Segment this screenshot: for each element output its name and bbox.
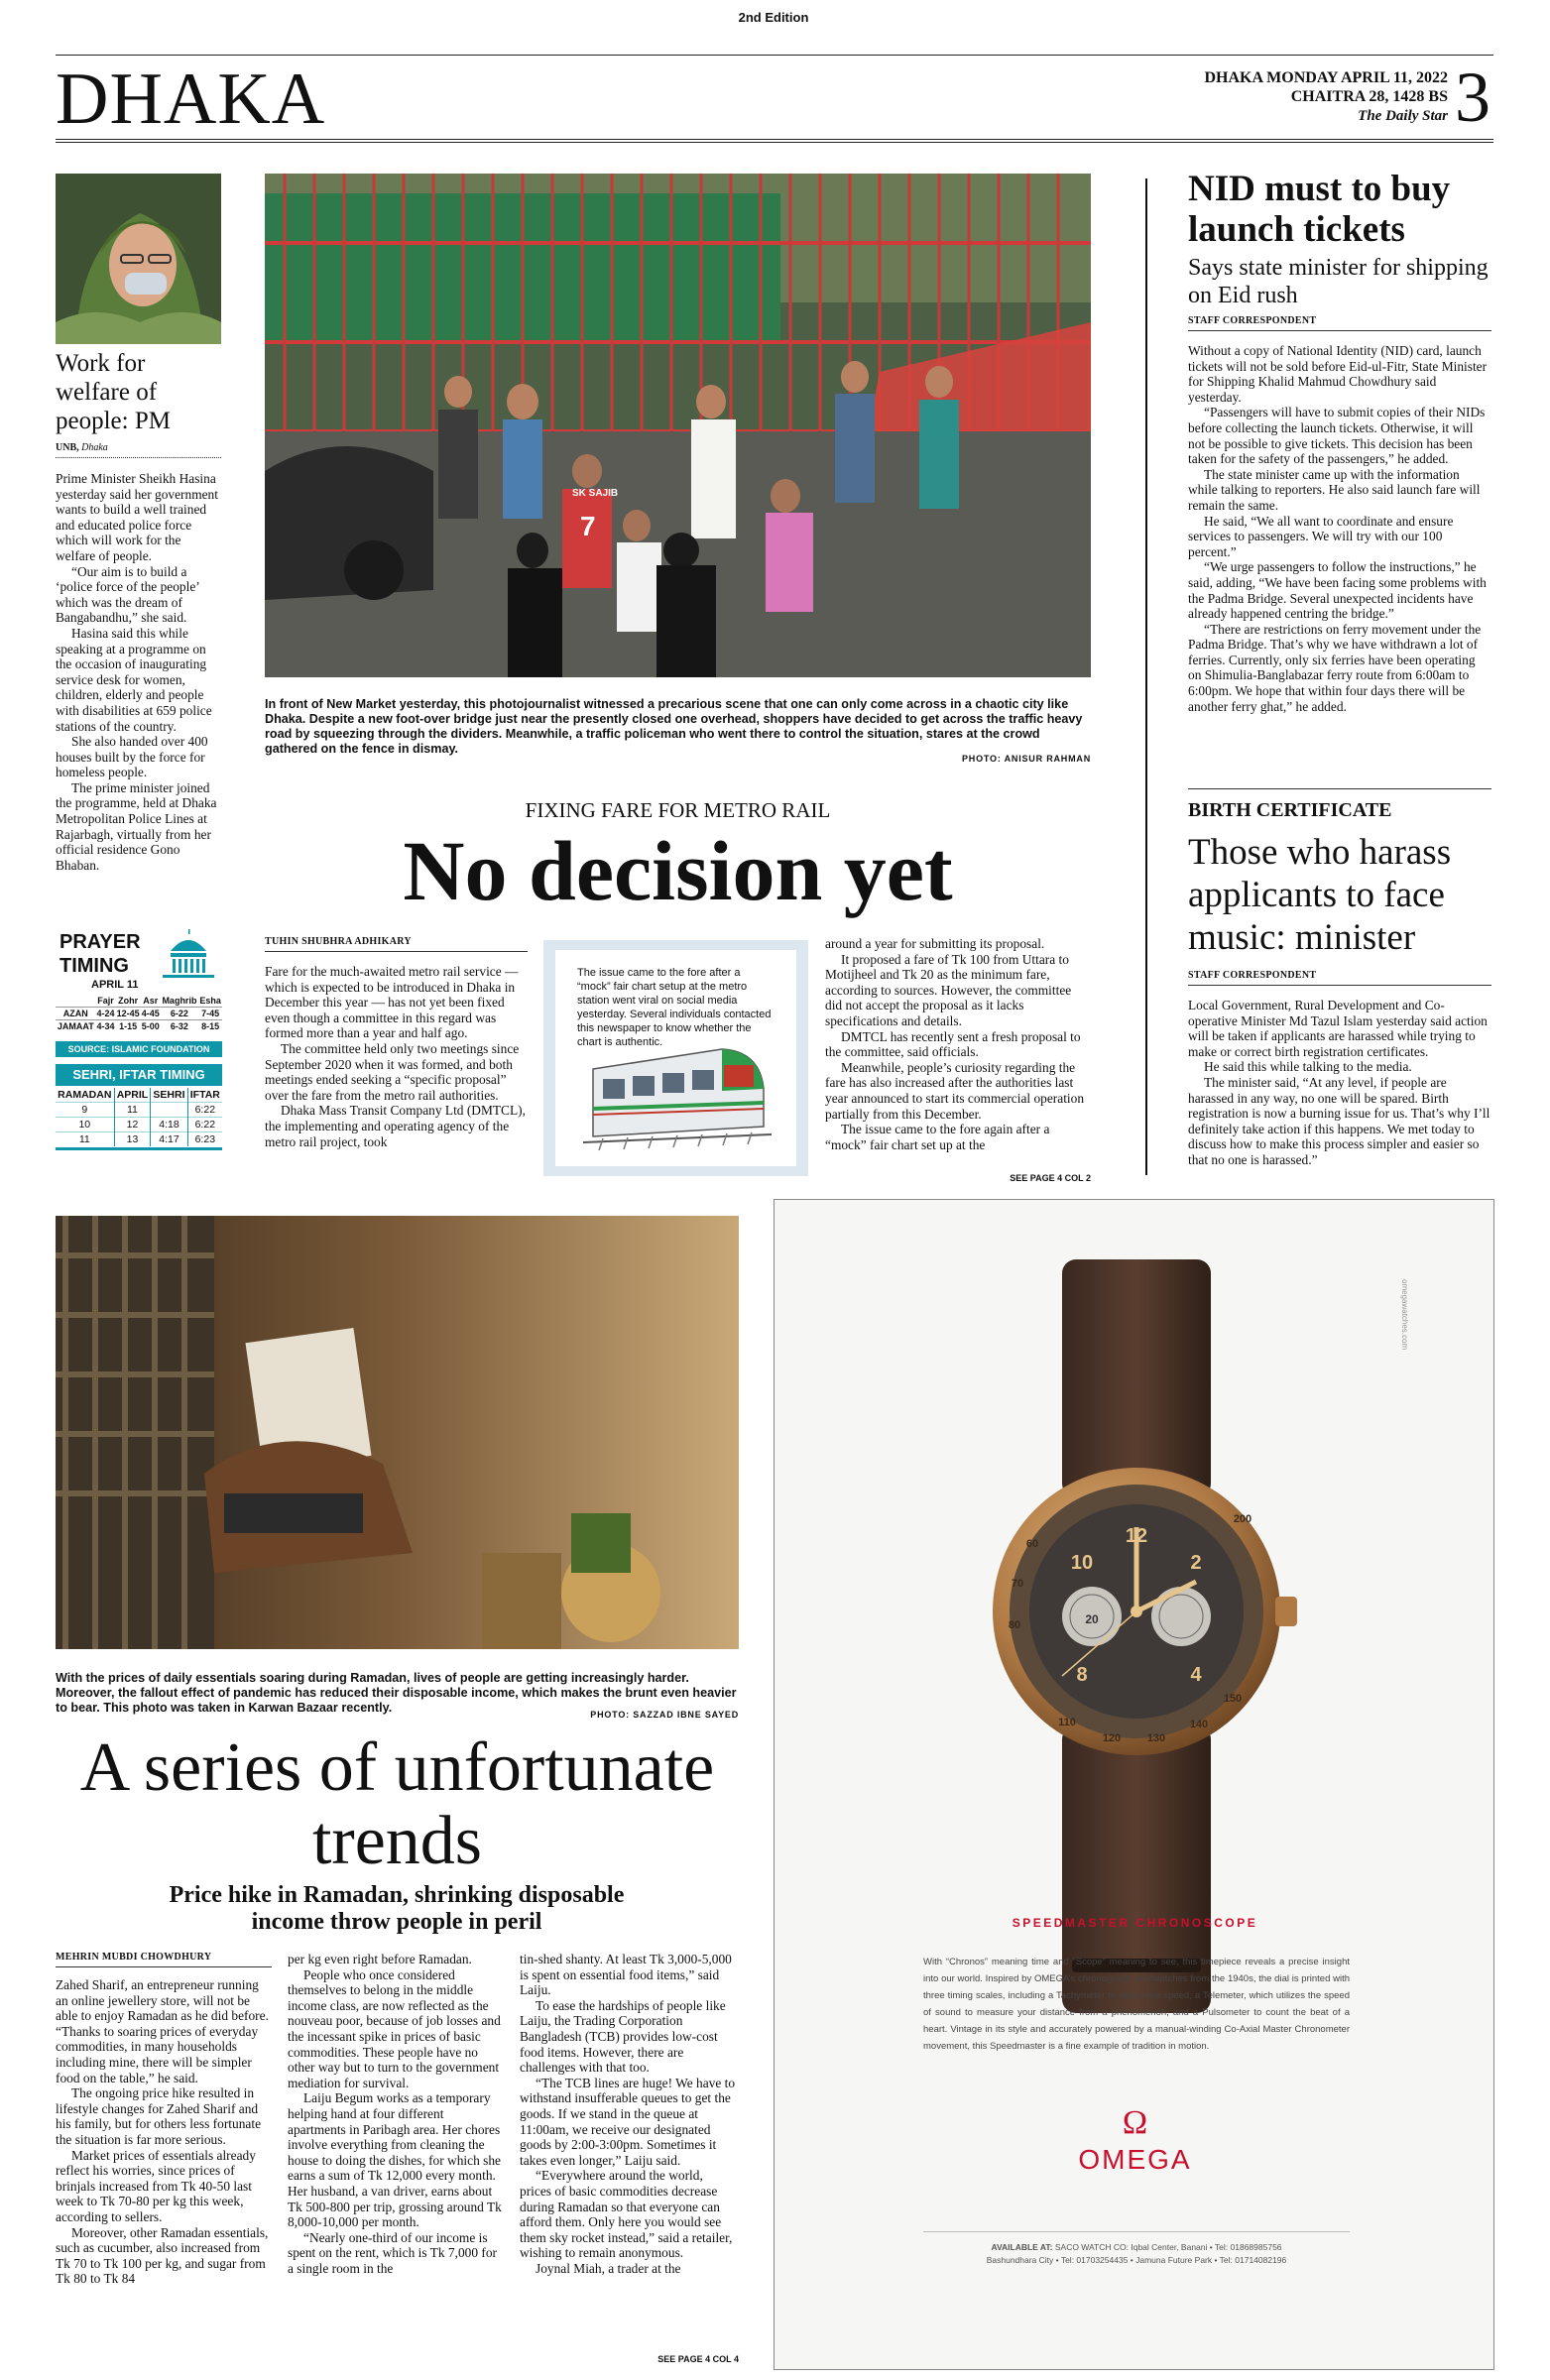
sehri-cell: 4:17: [151, 1132, 187, 1147]
pm-paragraph: The prime minister joined the programme, held at Dhaka Metropolitan Police Lines at Rajarbagh, virtually from her official residence Gono Bhaban.: [56, 779, 217, 873]
lead-photo-caption: In front of New Market yesterday, this photojournalist witnessed a precarious scene that one can only come across in a chaotic city like Dhaka. Despite a new foot-over bridge just near the presently closed one overhead, shoppers have decided to get across the traffic heavy road by squeezing through the dividers. Meanwhile, a traffic policeman who went there to control the situation, stares at the crowd gathered on the fence in dismay.: [265, 697, 1083, 756]
bezel-number: 120: [1102, 1732, 1122, 1744]
nid-byline: STAFF CORRESPONDENT: [1188, 315, 1491, 331]
trends-paragraph: Market prices of essentials already reflect his worries, since prices of brinjals increased from Tk 40-50 last week to Tk 70-80 per kg this week, according to sellers.: [56, 2147, 256, 2224]
prayer-title-2: TIMING: [60, 955, 129, 977]
prayer-cell: 7-45: [201, 1009, 220, 1018]
metro-col2: [825, 936, 1091, 1152]
metro-kicker: FIXING FARE FOR METRO RAIL: [525, 798, 831, 822]
bezel-number: 110: [1058, 1717, 1076, 1728]
nid-paragraph: The state minister came up with the information while talking to reporters. He also said launch fare will remain the same.: [1188, 466, 1481, 513]
pm-paragraph: She also handed over 400 houses built by the force for homeless people.: [56, 734, 208, 780]
trends-paragraph: Zahed Sharif, an entrepreneur running an online jewellery store, will not be able to enjoy Ramadan as he did before. “Thanks to soaring prices of everyday commodities, in many households including mine, there will be simpler food on the table,” he said.: [56, 1977, 269, 2085]
metro-info-box: [543, 940, 808, 1176]
nid-paragraph: He said, “We all want to coordinate and ensure services to passengers. We will try with our 100 percent.”: [1188, 513, 1454, 559]
prayer-cell: AZAN: [62, 1009, 88, 1018]
prayer-cell: 4-24: [96, 1009, 115, 1018]
watch-illustration: [973, 1259, 1300, 2013]
pm-byline: [56, 442, 221, 458]
jersey-text: SK SAJIB: [572, 488, 619, 499]
omega-logo-text: OMEGA: [1078, 2144, 1192, 2175]
sehri-cell: 4:18: [151, 1118, 187, 1132]
dial-number: 2: [1190, 1552, 1202, 1574]
bezel-number: 150: [1223, 1693, 1243, 1705]
masthead-bangla-date: CHAITRA 28, 1428 BS: [1290, 88, 1448, 105]
jersey-number: 7: [580, 511, 596, 541]
ad-availability-line1: [923, 2241, 1350, 2254]
bezel-number: 70: [1011, 1578, 1024, 1590]
metro-paragraph: The issue came to the fore again after a “mock” fair chart set up at the: [825, 1122, 1050, 1152]
nid-subhead: Says state minister for shipping on Eid rush: [1188, 255, 1489, 308]
prayer-title-1: PRAYER: [60, 931, 141, 953]
dial-number: 10: [1070, 1552, 1094, 1574]
bezel-number: 130: [1146, 1732, 1166, 1744]
prayer-cell: JAMAAT: [57, 1021, 94, 1031]
birth-top-rule: [1188, 788, 1491, 789]
prayer-table: [56, 995, 222, 1032]
lead-photo-credit: PHOTO: ANISUR RAHMAN: [962, 754, 1091, 764]
birth-byline: STAFF CORRESPONDENT: [1188, 970, 1491, 986]
dial-number: 12: [1125, 1525, 1148, 1547]
nid-paragraph: “There are restrictions on ferry movement under the Padma Bridge. That’s why we have withdrawn a lot of ferries. Currently, only six ferries have been operating on Shimulia-Banglabazar ferry route from 6:00am to 6:00pm. We hope that within four days there will be another ferry ghat,” he added.: [1188, 621, 1482, 714]
sehri-cell: 11: [114, 1103, 151, 1118]
trends-headline: A series of unfortunate trends: [79, 1729, 715, 1879]
trends-subhead: Price hike in Ramadan, shrinking disposable income throw people in peril: [169, 1882, 625, 1935]
paper-logo: The Daily Star: [1358, 108, 1448, 124]
dial-number: 8: [1076, 1664, 1088, 1686]
edition-label: 2nd Edition: [738, 10, 809, 25]
prayer-cell: 8-15: [201, 1021, 220, 1031]
metro-box-text: The issue came to the fore after a “mock” fair chart setup at the metro station went viral on social media yesterday. Several individuals contacted this newspaper to know whether the chart is authentic.: [577, 967, 772, 1048]
masthead-bottom-rule: [56, 139, 1493, 143]
metro-paragraph: DMTCL has recently sent a fresh proposal to the committee, said officials.: [825, 1028, 1081, 1060]
trends-paragraph: Moreover, other Ramadan essentials, such as cucumber, also increased from Tk 70 to Tk 100 per kg, and sugar from Tk 80 to Tk 84: [56, 2224, 269, 2287]
ad-side-text: omegawatches.com: [1400, 1279, 1409, 1351]
sehri-table: [56, 1088, 222, 1146]
pm-photo: [56, 174, 221, 344]
prayer-timing-box: [56, 929, 222, 1147]
nid-paragraph: “Passengers will have to submit copies of their NIDs before collecting the launch tickets. Otherwise, it will not be possible to give tickets. This decision has been taken for the safety of the passengers,” he added.: [1188, 405, 1486, 467]
dial-number: 20: [1085, 1612, 1099, 1626]
ad-footer-rule: [923, 2231, 1350, 2232]
metro-see-page[interactable]: SEE PAGE 4 COL 2: [1010, 1173, 1091, 1183]
birth-paragraph: He said this while talking to the media.: [1204, 1059, 1412, 1075]
market-photo: [56, 1216, 739, 1649]
trends-paragraph: tin-shed shanty. At least Tk 3,000-5,000 is spent on essential food items,” said Laiju.: [520, 1952, 732, 1998]
sehri-title: SEHRI, IFTAR TIMING: [56, 1064, 222, 1086]
ad-availability: [923, 2241, 1350, 2267]
bezel-number: 140: [1189, 1719, 1209, 1730]
prayer-cell: 6-32: [170, 1021, 188, 1031]
nid-headline: NID must to buy launch tickets: [1188, 169, 1451, 250]
metro-headline: No decision yet: [403, 823, 953, 918]
prayer-col: Zohr: [118, 996, 139, 1006]
pm-byline-agency: UNB,: [56, 442, 79, 453]
sehri-cell: 6:23: [187, 1132, 222, 1147]
prayer-source: SOURCE: ISLAMIC FOUNDATION: [56, 1041, 222, 1057]
trends-paragraph: People who once considered themselves to belong in the middle income class, are now reflected as the nouveau poor, because of job losses and the incessant spike in prices of basic commodities. These people have no other way but to turn to the government mediation for survival.: [288, 1966, 501, 2090]
pm-paragraph: Prime Minister Sheikh Hasina yesterday said her government wants to build a well trained and educated police force which will work for the welfare of people.: [56, 471, 218, 563]
ad-product-name: SPEEDMASTER CHRONOSCOPE: [1012, 1916, 1258, 1930]
metro-train-illustration: [583, 1039, 772, 1153]
prayer-cell: 4-45: [141, 1009, 160, 1018]
prayer-cell: 6-22: [170, 1009, 188, 1018]
section-title: DHAKA: [56, 59, 326, 140]
sehri-col: APRIL: [114, 1088, 151, 1103]
pm-story-body: [56, 471, 219, 873]
trends-paragraph: The ongoing price hike resulted in lifestyle changes for Zahed Sharif and his family, but for others less fortunate the situation is far more serious.: [56, 2085, 262, 2147]
prayer-col: Asr: [143, 996, 159, 1006]
trends-see-page[interactable]: SEE PAGE 4 COL 4: [657, 2354, 739, 2364]
bezel-number: 80: [1008, 1619, 1021, 1631]
nid-paragraph: Without a copy of National Identity (NID) card, launch tickets will not be sold before Eid-ul-Fitr, State Minister for Shipping Khalid Mahmud Chowdhury said yesterday.: [1188, 343, 1488, 405]
prayer-date: APRIL 11: [91, 979, 139, 991]
metro-byline: TUHIN SHUBHRA ADHIKARY: [265, 936, 528, 952]
sehri-cell: 6:22: [187, 1103, 222, 1118]
metro-paragraph: around a year for submitting its proposal.: [825, 936, 1045, 951]
trends-paragraph: per kg even right before Ramadan.: [288, 1952, 472, 1966]
market-photo-caption: With the prices of daily essentials soaring during Ramadan, lives of people are getting increasingly harder. Moreover, the fallout effect of pandemic has reduced their disposable income, which makes the brunt even heavier to bear. This photo was taken in Karwan Bazaar recently.: [56, 1671, 737, 1715]
prayer-col: Fajr: [97, 996, 114, 1006]
pm-paragraph: “Our aim is to build a ‘police force of the people’ which was the dream of Bangabandhu,” she said.: [56, 563, 199, 626]
metro-paragraph: Dhaka Mass Transit Company Ltd (DMTCL), the implementing and operating agency of the metro rail project, took: [265, 1103, 526, 1149]
sehri-col: RAMADAN: [56, 1088, 114, 1103]
birth-headline: Those who harass applicants to face music: minister: [1188, 832, 1452, 958]
nid-story-body: [1188, 343, 1491, 714]
ad-available-line1-text: SACO WATCH CO: Iqbal Center, Banani • Tel: 01868985756: [1054, 2242, 1282, 2252]
prayer-cell: 1-15: [119, 1021, 138, 1031]
ad-availability-line2: Bashundhara City • Tel: 01703254435 • Jamuna Future Park • Tel: 01714082196: [986, 2255, 1287, 2265]
prayer-cell: 5-00: [141, 1021, 160, 1031]
page-number: 3: [1455, 58, 1490, 137]
dial-number: 4: [1190, 1664, 1202, 1686]
masthead-date: DHAKA MONDAY APRIL 11, 2022: [1204, 69, 1448, 86]
metro-paragraph: It proposed a fare of Tk 100 from Uttara to Motijheel and Tk 20 as the minimum fare, according to sources. However, the committee did not accept the proposal as it lacks specifications and details.: [825, 951, 1072, 1028]
trends-paragraph: Laiju Begum works as a temporary helping hand at four different apartments in Paribagh area. Her chores involve everything from cleaning the house to doing the dishes, for which she earns a sum of Tk 12,000 every month. Her husband, a van driver, earns about Tk 500-800 per trip, grossing around Tk 8,000-10,000 per month.: [288, 2090, 502, 2230]
sehri-cell: 11: [56, 1132, 114, 1147]
ad-body-text: With “Chronos” meaning time and “Scope” meaning to see, this timepiece reveals a precise insight into our world. Inspired by OMEGA’s chronograph wristwatches from the 1940s, the dial is printed with three timing scales, including a Tachymeter to determine speed, a Telemeter, which utilizes the speed of sound to measure your distance from a phenomenon, and a Pulsometer to count the beat of a heart. Vintage in its style and accurately powered by a manual-winding Co-Axial Master Chronometer movement, this Speedmaster is a fine example of tradition in motion.: [923, 1957, 1350, 2052]
pm-byline-place: Dhaka: [81, 442, 108, 453]
masthead-top-rule: [56, 55, 1493, 56]
prayer-col: Maghrib: [162, 996, 197, 1006]
omega-logo-symbol: Ω: [1122, 2104, 1148, 2141]
sehri-cell: 9: [56, 1103, 114, 1118]
mosque-icon: [159, 929, 218, 979]
prayer-cell: 4-34: [96, 1021, 115, 1031]
pm-paragraph: Hasina said this while speaking at a programme on the occasion of inaugurating service desk for women, children, elderly and people with disabilities at 659 police stations of the country.: [56, 625, 212, 734]
prayer-cell: 12-45: [116, 1009, 140, 1018]
ad-available-label: AVAILABLE AT:: [991, 2242, 1053, 2252]
omega-ad[interactable]: [774, 1199, 1494, 2370]
prayer-col: Esha: [199, 996, 221, 1006]
birth-kicker: BIRTH CERTIFICATE: [1188, 799, 1392, 821]
birth-paragraph: Local Government, Rural Development and Co-operative Minister Md Tazul Islam yesterday said action will be taken if applicants are harassed while trying to make or correct birth registration certificates.: [1188, 998, 1488, 1059]
nid-paragraph: “We urge passengers to follow the instructions,” he said, adding, “We have been facing some problems with the Padma Bridge. Several unexpected incidents have already happened centring the bridge.”: [1188, 559, 1487, 622]
birth-story-body: [1188, 998, 1491, 1168]
metro-paragraph: Meanwhile, people’s curiosity regarding the fare has also increased after the authorities last year announced to start its commercial operation partially from this December.: [825, 1059, 1085, 1122]
trends-byline: MEHRIN MUBDI CHOWDHURY: [56, 1952, 272, 1967]
trends-paragraph: “Everywhere around the world, prices of basic commodities decrease during Ramadan so that everyone can afford them. Only here you would see them sky rocket instead,” said a retailer, wishing to remain anonymous.: [520, 2168, 733, 2261]
trends-col2: [288, 1952, 504, 2276]
metro-paragraph: Fare for the much-awaited metro rail service — which is expected to be introduced in Dhaka in December this year — has not yet been fixed even though a committee in this regard was formed more than a year and half ago.: [265, 964, 519, 1041]
lead-photo: [265, 174, 1091, 677]
metro-col1: [265, 964, 528, 1149]
sehri-cell: 12: [114, 1118, 151, 1132]
pm-headline: Work for welfare of people: PM: [56, 350, 171, 434]
trends-col1: [56, 1977, 272, 2287]
sehri-cell: 13: [114, 1132, 151, 1147]
sehri-col: IFTAR: [189, 1089, 220, 1101]
sehri-cell: 6:22: [187, 1118, 222, 1132]
sehri-bottom-rule: [56, 1147, 222, 1150]
trends-paragraph: To ease the hardships of people like Laiju, the Trading Corporation Bangladesh (TCB) provides low-cost food items. However, there are challenges with that too.: [520, 1997, 726, 2076]
trends-col3: [520, 1952, 738, 2276]
bezel-number: 60: [1025, 1538, 1039, 1550]
market-photo-credit: PHOTO: SAZZAD IBNE SAYED: [590, 1710, 739, 1720]
sehri-cell: 10: [56, 1118, 114, 1132]
birth-paragraph: The minister said, “At any level, if people are harassed in any way, no one will be spared. Birth registration is now a burning issue for us. That’s why I’ll definitely take action if this happens. We met today to discuss how to make this process simpler and easier so that no one is harassed.”: [1188, 1074, 1490, 1167]
bezel-number: 200: [1233, 1513, 1252, 1525]
right-column-rule: [1145, 178, 1147, 1175]
sehri-col: SEHRI: [151, 1088, 187, 1103]
trends-paragraph: “The TCB lines are huge! We have to withstand insufferable queues to get the goods. If we stand in the queue at 11:00am, we receive our designated goods by 2:00-3:00pm. Sometimes it takes even longer,” Laiju said.: [520, 2075, 736, 2168]
trends-paragraph: Joynal Miah, a trader at the: [536, 2260, 681, 2276]
trends-paragraph: “Nearly one-third of our income is spent on the rent, which is Tk 7,000 for a single room in the: [288, 2229, 497, 2276]
metro-paragraph: The committee held only two meetings since September 2020 when it was formed, and both meetings ended seeking a “specific proposal” over the fare from the metro rail authorities.: [265, 1040, 520, 1103]
prayer-col: [56, 995, 96, 1008]
sehri-cell: [151, 1103, 187, 1118]
